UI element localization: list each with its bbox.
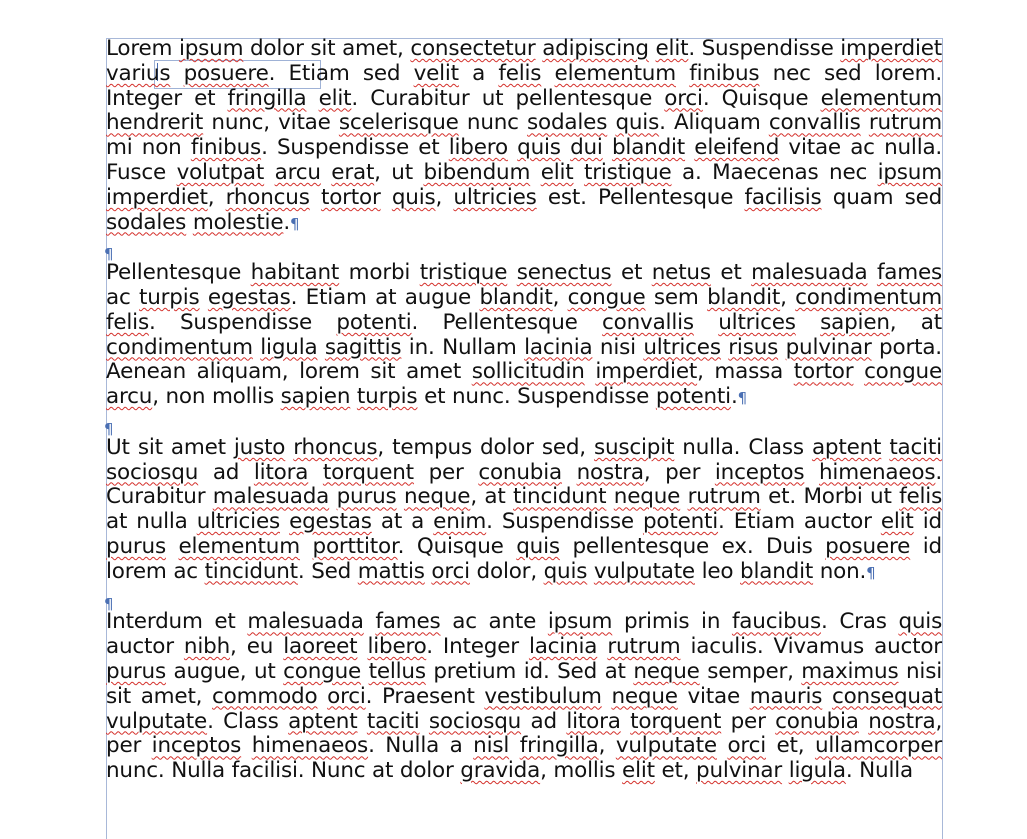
misspelled-word[interactable]: arcu bbox=[106, 384, 153, 410]
misspelled-word[interactable]: vulputate bbox=[615, 733, 717, 759]
misspelled-word[interactable]: tortor bbox=[320, 184, 381, 210]
paragraph-4[interactable] bbox=[106, 610, 942, 784]
pilcrow-mark: ¶ bbox=[866, 563, 876, 582]
misspelled-word[interactable]: condimentum bbox=[106, 334, 253, 360]
misspelled-word[interactable]: habitant bbox=[250, 260, 340, 286]
misspelled-word[interactable]: mauris bbox=[749, 683, 823, 709]
pilcrow-mark: ¶ bbox=[290, 214, 300, 233]
misspelled-word[interactable]: quis bbox=[898, 609, 943, 635]
misspelled-word[interactable]: neque bbox=[613, 484, 681, 510]
document-text-frame[interactable] bbox=[106, 37, 942, 784]
misspelled-word[interactable]: porttitor bbox=[312, 533, 398, 559]
misspelled-word[interactable]: malesuada bbox=[751, 260, 868, 286]
paragraph-3[interactable] bbox=[106, 436, 942, 586]
misspelled-word[interactable]: consequat bbox=[831, 683, 943, 709]
misspelled-word[interactable]: volutpat bbox=[176, 159, 265, 185]
misspelled-word[interactable]: imperdiet bbox=[106, 184, 208, 210]
misspelled-word[interactable]: ultricies bbox=[196, 509, 280, 535]
misspelled-word[interactable]: inceptos bbox=[151, 733, 242, 759]
misspelled-word[interactable]: adipiscing bbox=[542, 36, 649, 61]
misspelled-word[interactable]: quis bbox=[543, 558, 588, 584]
misspelled-word[interactable]: tristique bbox=[419, 260, 508, 286]
misspelled-word[interactable]: malesuada bbox=[247, 609, 364, 635]
misspelled-word[interactable]: potenti bbox=[655, 384, 731, 410]
misspelled-word[interactable]: sapien bbox=[280, 384, 351, 410]
misspelled-word[interactable]: lacinia bbox=[524, 334, 593, 360]
misspelled-word[interactable]: blandit bbox=[740, 558, 814, 584]
misspelled-word[interactable]: malesuada bbox=[212, 484, 330, 510]
misspelled-word[interactable]: vulputate bbox=[593, 558, 695, 584]
misspelled-word[interactable]: blandit bbox=[479, 284, 553, 310]
misspelled-word[interactable]: laoreet bbox=[283, 634, 358, 660]
misspelled-word[interactable]: neque bbox=[403, 484, 471, 510]
misspelled-word[interactable]: molestie bbox=[192, 209, 284, 235]
misspelled-word[interactable]: tincidunt bbox=[513, 484, 607, 510]
misspelled-word[interactable]: risus bbox=[728, 334, 779, 360]
misspelled-word[interactable]: rutrum bbox=[607, 634, 681, 660]
misspelled-word[interactable]: velit bbox=[413, 60, 459, 86]
misspelled-word[interactable]: blandit bbox=[707, 284, 781, 310]
misspelled-word[interactable]: blandit bbox=[611, 135, 686, 161]
misspelled-word[interactable]: congue bbox=[567, 284, 646, 310]
misspelled-word[interactable]: pulvinar bbox=[785, 334, 872, 360]
misspelled-word[interactable]: rhoncus bbox=[293, 434, 378, 460]
misspelled-word[interactable]: ultrices bbox=[643, 334, 721, 360]
pilcrow-mark: ¶ bbox=[104, 594, 114, 613]
misspelled-word[interactable]: tellus bbox=[368, 658, 426, 684]
empty-paragraph[interactable] bbox=[104, 236, 942, 264]
misspelled-word[interactable]: congue bbox=[864, 359, 942, 385]
misspelled-word[interactable]: arcu bbox=[274, 159, 321, 185]
misspelled-word[interactable]: torquent bbox=[630, 708, 722, 734]
misspelled-word[interactable]: dui bbox=[570, 135, 603, 161]
misspelled-word[interactable]: elit bbox=[655, 36, 689, 61]
misspelled-word[interactable]: sociosqu bbox=[106, 459, 199, 485]
misspelled-word[interactable]: purus bbox=[336, 484, 397, 510]
misspelled-word[interactable]: litora bbox=[566, 708, 621, 734]
misspelled-word[interactable]: felis bbox=[498, 60, 542, 86]
misspelled-word[interactable]: libero bbox=[367, 634, 427, 660]
misspelled-word[interactable]: congue bbox=[283, 658, 362, 684]
misspelled-word[interactable]: erat bbox=[331, 159, 375, 185]
misspelled-word[interactable]: imperdiet bbox=[840, 36, 943, 61]
misspelled-word[interactable]: senectus bbox=[516, 260, 612, 286]
misspelled-word[interactable]: elementum bbox=[178, 533, 300, 559]
paragraph-2[interactable] bbox=[106, 261, 942, 411]
misspelled-word[interactable]: lacinia bbox=[528, 634, 598, 660]
misspelled-word[interactable]: enim bbox=[433, 509, 487, 535]
misspelled-word[interactable]: sagittis bbox=[324, 334, 402, 360]
misspelled-word[interactable]: nibh bbox=[183, 634, 230, 660]
misspelled-word[interactable]: quis bbox=[391, 184, 436, 210]
misspelled-word[interactable]: conubia bbox=[775, 708, 859, 734]
misspelled-word[interactable]: varius bbox=[106, 60, 171, 86]
misspelled-word[interactable]: egestas bbox=[289, 509, 372, 535]
misspelled-word[interactable]: facilisis bbox=[744, 184, 822, 210]
misspelled-word[interactable]: sociosqu bbox=[428, 708, 522, 734]
misspelled-word[interactable]: ligula bbox=[260, 334, 318, 360]
misspelled-word[interactable]: tristique bbox=[583, 159, 672, 185]
misspelled-word[interactable]: orci bbox=[327, 683, 366, 709]
misspelled-word[interactable]: commodo bbox=[212, 683, 318, 709]
misspelled-word[interactable]: vulputate bbox=[106, 708, 208, 734]
misspelled-word[interactable]: rhoncus bbox=[225, 184, 310, 210]
misspelled-word[interactable]: mattis bbox=[357, 558, 425, 584]
misspelled-word[interactable]: neque bbox=[611, 683, 678, 709]
misspelled-word[interactable]: inceptos bbox=[714, 459, 805, 485]
misspelled-word[interactable]: sodales bbox=[106, 209, 187, 235]
misspelled-word[interactable]: neque bbox=[633, 658, 700, 684]
misspelled-word[interactable]: justo bbox=[233, 434, 286, 460]
misspelled-word[interactable]: faucibus bbox=[731, 609, 821, 635]
misspelled-word[interactable]: fringilla bbox=[519, 733, 599, 759]
misspelled-word[interactable]: pulvinar bbox=[696, 758, 783, 784]
misspelled-word[interactable]: torquent bbox=[322, 459, 414, 485]
misspelled-word[interactable]: imperdiet bbox=[595, 359, 698, 385]
misspelled-word[interactable]: felis bbox=[899, 484, 943, 510]
misspelled-word[interactable]: purus bbox=[106, 533, 166, 559]
misspelled-word[interactable]: maximus bbox=[801, 658, 899, 684]
misspelled-word[interactable]: himenaeos bbox=[251, 733, 369, 759]
misspelled-word[interactable]: egestas bbox=[207, 284, 291, 310]
misspelled-word[interactable]: ipsum bbox=[547, 609, 613, 635]
empty-paragraph[interactable] bbox=[106, 411, 942, 436]
misspelled-word[interactable]: ligula bbox=[788, 758, 846, 784]
misspelled-word[interactable]: ipsum bbox=[877, 159, 942, 185]
misspelled-word[interactable]: libero bbox=[448, 135, 508, 161]
misspelled-word[interactable]: eleifend bbox=[694, 135, 780, 161]
misspelled-word[interactable]: finibus bbox=[190, 135, 262, 161]
paragraph-text: Lorem ipsum dolor sit amet, consectetur adipiscing elit. Suspendisse imperdiet varius posuere. Etiam sed velit a felis elementum finibus nec sed lorem. Integer et fringilla elit. Curabitur ut pellentesque orci. Quisque elementum hendrerit nunc, vitae scelerisque nunc sodales quis. Aliquam convallis rutrum mi non finibus. Suspendisse et libero quis dui blandit eleifend vitae ac nulla. Fusce volutpat arcu erat, ut bibendum elit tristique a. Maecenas nec ipsum imperdiet, rhoncus tortor quis, ultricies est. Pellentesque facilisis quam sed sodales molestie.¶ bbox=[106, 36, 943, 235]
misspelled-word[interactable]: posuere bbox=[183, 60, 269, 86]
misspelled-word[interactable]: aptent bbox=[288, 708, 358, 734]
misspelled-word[interactable]: quis bbox=[516, 533, 560, 559]
misspelled-word[interactable]: nostra bbox=[868, 708, 936, 734]
misspelled-word[interactable]: conubia bbox=[478, 459, 562, 485]
misspelled-word[interactable]: elementum bbox=[820, 85, 942, 111]
misspelled-word[interactable]: sollicitudin bbox=[471, 359, 585, 385]
misspelled-word[interactable]: finibus bbox=[689, 60, 760, 86]
misspelled-word[interactable]: sodales bbox=[527, 110, 608, 136]
misspelled-word[interactable]: taciti bbox=[366, 708, 420, 734]
misspelled-word[interactable]: quis bbox=[517, 135, 561, 161]
misspelled-word[interactable]: tortor bbox=[793, 359, 854, 385]
misspelled-word[interactable]: scelerisque bbox=[338, 110, 459, 136]
misspelled-word[interactable]: elit bbox=[622, 758, 655, 784]
misspelled-word[interactable]: vestibulum bbox=[484, 683, 602, 709]
misspelled-word[interactable]: orci bbox=[431, 558, 470, 584]
misspelled-word[interactable]: tincidunt bbox=[204, 558, 298, 584]
misspelled-word[interactable]: elit bbox=[540, 159, 574, 185]
misspelled-word[interactable]: netus bbox=[651, 260, 711, 286]
misspelled-word[interactable]: orci bbox=[664, 85, 703, 111]
misspelled-word[interactable]: quis bbox=[615, 110, 660, 136]
misspelled-word[interactable]: ullamcorper bbox=[814, 733, 942, 759]
misspelled-word[interactable]: turpis bbox=[356, 384, 418, 410]
misspelled-word[interactable]: convallis bbox=[768, 110, 861, 136]
misspelled-word[interactable]: ultrices bbox=[718, 309, 796, 335]
misspelled-word[interactable]: felis bbox=[106, 309, 149, 335]
paragraph-text: Ut sit amet justo rhoncus, tempus dolor sed, suscipit nulla. Class aptent taciti sociosqu ad litora torquent per conubia nostra, per inceptos himenaeos. Curabitur malesuada purus neque, at tincidunt neque rutrum et. Morbi ut felis at nulla ultricies egestas at a enim. Suspendisse potenti. Etiam auctor elit id purus elementum porttitor. Quisque quis pellentesque ex. Duis posuere id lorem ac tincidunt. Sed mattis orci dolor, quis vulputate leo blandit non.¶ bbox=[106, 434, 943, 584]
misspelled-word[interactable]: taciti bbox=[889, 434, 942, 460]
misspelled-word[interactable]: ipsum bbox=[178, 36, 244, 61]
misspelled-word[interactable]: fames bbox=[375, 609, 441, 635]
misspelled-word[interactable]: sapien bbox=[820, 309, 890, 335]
misspelled-word[interactable]: hendrerit bbox=[106, 110, 204, 136]
misspelled-word[interactable]: elit bbox=[318, 85, 352, 111]
misspelled-word[interactable]: himenaeos bbox=[819, 459, 936, 485]
empty-paragraph[interactable] bbox=[106, 586, 942, 611]
misspelled-word[interactable]: gravida bbox=[460, 758, 541, 784]
pilcrow-mark: ¶ bbox=[737, 389, 747, 408]
misspelled-word[interactable]: convallis bbox=[602, 309, 694, 335]
misspelled-word[interactable]: elit bbox=[880, 509, 914, 535]
misspelled-word[interactable]: elementum bbox=[554, 60, 676, 86]
misspelled-word[interactable]: aptent bbox=[811, 434, 882, 460]
misspelled-word[interactable]: purus bbox=[106, 658, 166, 684]
misspelled-word[interactable]: fringilla bbox=[227, 85, 307, 111]
misspelled-word[interactable]: potenti bbox=[336, 309, 412, 335]
misspelled-word[interactable]: nostra bbox=[576, 459, 644, 485]
misspelled-word[interactable]: bibendum bbox=[423, 159, 531, 185]
misspelled-word[interactable]: orci bbox=[727, 733, 766, 759]
misspelled-word[interactable]: consectetur bbox=[410, 36, 536, 61]
misspelled-word[interactable]: litora bbox=[253, 459, 309, 485]
paragraph-1[interactable] bbox=[106, 37, 942, 236]
misspelled-word[interactable]: rutrum bbox=[868, 110, 942, 136]
misspelled-word[interactable]: ultricies bbox=[453, 184, 537, 210]
misspelled-word[interactable]: suscipit bbox=[593, 434, 675, 460]
pilcrow-mark: ¶ bbox=[104, 245, 114, 264]
paragraph-text: Pellentesque habitant morbi tristique senectus et netus et malesuada fames ac turpis egestas. Etiam at augue blandit, congue sem blandit, condimentum felis. Suspendisse potenti. Pellentesque convallis ultrices sapien, at condimentum ligula sagittis in. Nullam lacinia nisi ultrices risus pulvinar porta. Aenean aliquam, lorem sit amet sollicitudin imperdiet, massa tortor congue arcu, non mollis sapien turpis et nunc. Suspendisse potenti.¶ bbox=[106, 260, 943, 410]
misspelled-word[interactable]: potenti bbox=[642, 509, 719, 535]
misspelled-word[interactable]: condimentum bbox=[795, 284, 942, 310]
paragraph-text: Interdum et malesuada fames ac ante ipsum primis in faucibus. Cras quis auctor nibh, eu laoreet libero. Integer lacinia rutrum iaculis. Vivamus auctor purus augue, ut congue tellus pretium id. Sed at neque semper, maximus nisi sit amet, commodo orci. Praesent vestibulum neque vitae mauris consequat vulputate. Class aptent taciti sociosqu ad litora torquent per conubia nostra, per inceptos himenaeos. Nulla a nisl fringilla, vulputate orci et, ullamcorper nunc. Nulla facilisi. Nunc at dolor gravida, mollis elit et, pulvinar ligula. Nulla bbox=[106, 609, 943, 784]
misspelled-word[interactable]: turpis bbox=[139, 284, 200, 310]
misspelled-word[interactable]: fames bbox=[876, 260, 943, 286]
misspelled-word[interactable]: nisl bbox=[473, 733, 510, 759]
pilcrow-mark: ¶ bbox=[104, 419, 114, 438]
misspelled-word[interactable]: posuere bbox=[825, 533, 911, 559]
misspelled-word[interactable]: rutrum bbox=[687, 484, 761, 510]
